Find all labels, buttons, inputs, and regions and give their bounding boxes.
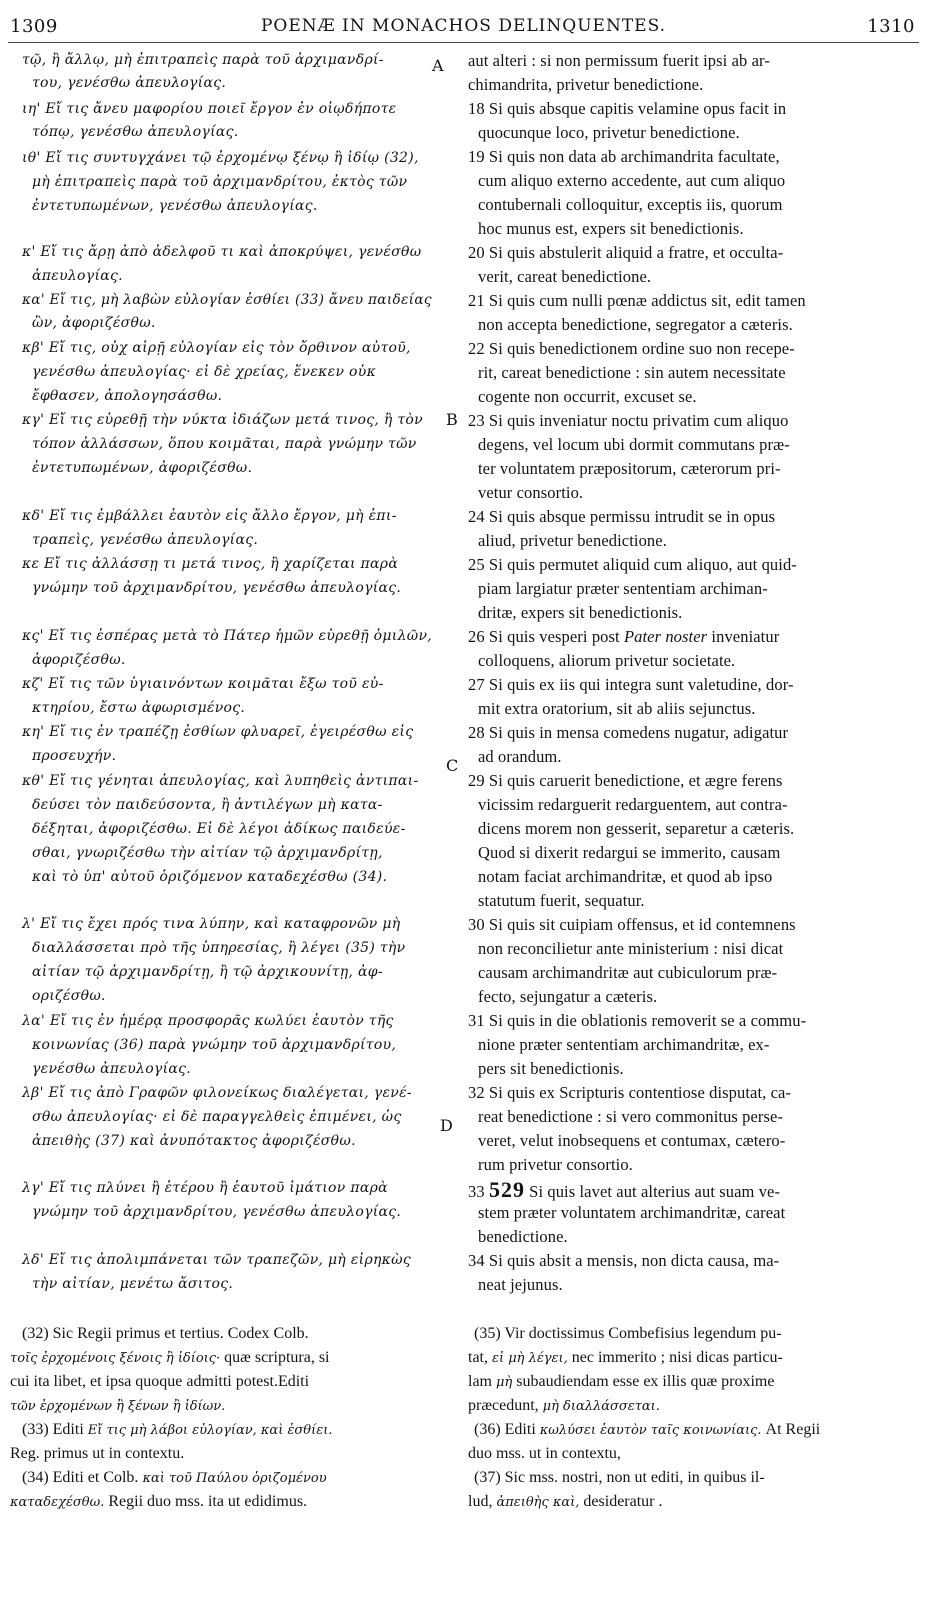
- latin-line: notam faciat archimandritæ, et quod ab ipso: [478, 867, 773, 886]
- latin-line: dicens morem non gesserit, separetur a cæteris.: [478, 819, 795, 838]
- page-number-right: 1310: [867, 16, 915, 37]
- greek-line: μὴ ἐπιτραπεὶς παρὰ τοῦ ἀρχιμανδρίτου, ἐκτὸς τῶν: [32, 174, 408, 190]
- greek-line: αἰτίαν τῷ ἀρχιμανδρίτῃ, ἢ τῷ ἀρχικουνίτῃ, ἀφ-: [32, 964, 383, 980]
- greek-line: τόπον ἀλλάσσων, ὅπου κοιμᾶται, παρὰ γνώμην τῶν: [32, 436, 417, 452]
- latin-line: Quod si dixerit redargui se immerito, causam: [478, 843, 781, 862]
- footnote-line: [22, 1421, 332, 1439]
- greek-line: τραπεὶς, γενέσθω ἀπευλογίας.: [32, 532, 259, 548]
- footnote-text: Regii duo mss. ita ut edidimus.: [108, 1493, 308, 1510]
- greek-line: ιθ' Εἴ τις συντυγχάνει τῷ ἐρχομένῳ ξένῳ ἢ ἰδίῳ (32),: [22, 150, 419, 166]
- latin-line: 21 Si quis cum nulli pœnæ addictus sit, edit tamen: [468, 291, 806, 310]
- latin-line: causam archimandritæ aut cubiculorum præ-: [478, 963, 778, 982]
- latin-line: neat jejunus.: [478, 1275, 563, 1294]
- latin-line: 28 Si quis in mensa comedens nugatur, adigatur: [468, 723, 789, 742]
- greek-line: κοινωνίας (36) παρὰ γνώμην τοῦ ἀρχιμανδρίτου,: [32, 1037, 397, 1053]
- latin-line: cogente non occurrit, excuset se.: [478, 387, 697, 406]
- greek-line: γενέσθω ἀπευλογίας· εἰ δὲ χρείας, ἕνεκεν οὐκ: [32, 364, 377, 380]
- greek-line: κ' Εἴ τις ἄρῃ ἀπὸ ἀδελφοῦ τι καὶ ἀποκρύψει, γενέσθω: [22, 244, 422, 260]
- greek-line: ἀπειθὴς (37) καὶ ἀνυπότακτος ἀφοριζέσθω.: [32, 1133, 356, 1149]
- footnote-line: (32) Sic Regii primus et tertius. Codex Colb.: [22, 1325, 309, 1342]
- footnote-line: [468, 1397, 660, 1415]
- latin-line: 20 Si quis abstulerit aliquid a fratre, et occulta-: [468, 243, 784, 262]
- margin-letter-b: B: [446, 410, 458, 429]
- footnote-line: [10, 1349, 330, 1367]
- footnote-line: [22, 1469, 327, 1487]
- latin-text: Si quis lavet aut alterius aut suam ve-: [529, 1182, 781, 1201]
- greek-line: καὶ τὸ ὑπ' αὐτοῦ ὁριζόμενον καταδεχέσθω (34).: [32, 869, 388, 885]
- footnote-text: nec immerito ; nisi dicas particu-: [571, 1349, 783, 1366]
- latin-line: cum aliquo externo accedente, aut cum aliquo: [478, 171, 786, 190]
- header-rule: [8, 42, 919, 43]
- latin-line: verit, careat benedictione.: [478, 267, 652, 286]
- footnote-greek: κωλύσει ἑαυτὸν ταῖς κοινωνίαις.: [539, 1423, 762, 1438]
- footnote-text: tat,: [468, 1349, 488, 1366]
- latin-line: 24 Si quis absque permissu intrudit se in opus: [468, 507, 776, 526]
- greek-line: κς' Εἴ τις ἑσπέρας μετὰ τὸ Πάτερ ἡμῶν εὑρεθῇ ὁμιλῶν,: [22, 628, 433, 644]
- latin-text: 26 Si quis vesperi post: [468, 627, 620, 646]
- greek-line: κτηρίου, ἔστω ἀφωρισμένος.: [32, 700, 246, 716]
- footnote-line: [474, 1421, 820, 1439]
- greek-line: λβ' Εἴ τις ἀπὸ Γραφῶν φιλονείκως διαλέγεται, γενέ-: [22, 1085, 412, 1101]
- footnote-text: subaudiendam esse ex illis quæ proxime: [516, 1373, 775, 1390]
- latin-line: piam largiatur præter sententiam archiman-: [478, 579, 768, 598]
- latin-line: 34 Si quis absit a mensis, non dicta causa, ma-: [468, 1251, 780, 1270]
- latin-line: [468, 627, 779, 647]
- footnote-greek: τῶν ἐρχομένων ἢ ξένων ἢ ἰδίων.: [10, 1399, 226, 1414]
- page-number-left: 1309: [10, 16, 58, 37]
- footnote-line: cui ita libet, et ipsa quoque admitti potest.Editi: [10, 1373, 310, 1390]
- greek-line: λγ' Εἴ τις πλύνει ἢ ἑτέρου ἢ ἑαυτοῦ ἱμάτιον παρὰ: [22, 1180, 388, 1196]
- greek-line: ἔφθασεν, ἀπολογησάσθω.: [32, 388, 223, 404]
- footnote-text: lud,: [468, 1493, 493, 1510]
- latin-line: vetur consortio.: [478, 483, 584, 502]
- latin-line: non reconcilietur ante ministerium : nisi dicat: [478, 939, 784, 958]
- greek-line: σθαι, γνωριζέσθω τὴν αἰτίαν τῷ ἀρχιμανδρίτῃ,: [32, 845, 383, 861]
- latin-line: dritæ, expers sit benedictionis.: [478, 603, 683, 622]
- latin-line: 27 Si quis ex iis qui integra sunt valetudine, dor-: [468, 675, 794, 694]
- footnote-greek: καταδεχέσθω.: [10, 1495, 105, 1510]
- latin-line: 31 Si quis in die oblationis removerit se a commu-: [468, 1011, 807, 1030]
- greek-line: λ' Εἴ τις ἔχει πρός τινα λύπην, καὶ καταφρονῶν μὴ: [22, 916, 401, 932]
- latin-line: nione præter sententiam archimandritæ, ex-: [478, 1035, 770, 1054]
- greek-line: κη' Εἴ τις ἐν τραπέζῃ ἐσθίων φλυαρεῖ, ἐγειρέσθω εἰς: [22, 724, 414, 740]
- footnote-line: [468, 1373, 774, 1391]
- greek-line: δέξηται, ἀφοριζέσθω. Εἰ δὲ λέγοι ἀδίκως παιδεύε-: [32, 821, 406, 837]
- latin-line: reat benedictione : si vero commonitus perse-: [478, 1107, 784, 1126]
- latin-line: ter voluntatem præpositorum, cæterorum pri-: [478, 459, 781, 478]
- margin-letter-d: D: [440, 1116, 453, 1135]
- latin-line: 29 Si quis caruerit benedictione, et ægre ferens: [468, 771, 783, 790]
- latin-text: inveniatur: [711, 627, 780, 646]
- latin-line: 23 Si quis inveniatur noctu privatim cum aliquo: [468, 411, 789, 430]
- footnote-greek: μὴ διαλλάσσεται.: [542, 1399, 660, 1414]
- latin-line: quocunque loco, privetur benedictione.: [478, 123, 740, 142]
- footnote-greek: μὴ: [496, 1375, 513, 1390]
- latin-line: chimandrita, privetur benedictione.: [468, 75, 704, 94]
- footnote-line: [468, 1349, 783, 1367]
- footnote-greek: εἰ μὴ λέγει,: [492, 1351, 568, 1366]
- latin-line: rit, careat benedictione : sin autem necessitate: [478, 363, 786, 382]
- footnote-greek: ἀπειθὴς καὶ,: [496, 1495, 580, 1510]
- footnote-line: Reg. primus ut in contextu.: [10, 1445, 185, 1462]
- latin-line: pers sit benedictionis.: [478, 1059, 624, 1078]
- footnote-line: (37) Sic mss. nostri, non ut editi, in quibus il-: [474, 1469, 765, 1486]
- latin-line: stem præter voluntatem archimandritæ, careat: [478, 1203, 786, 1222]
- footnote-text: (34) Editi et Colb.: [22, 1469, 139, 1486]
- latin-line: veret, velut inobsequens et contumax, cætero-: [478, 1131, 786, 1150]
- footnote-text: desideratur .: [583, 1493, 663, 1510]
- greek-line: οριζέσθω.: [32, 988, 106, 1004]
- greek-line: κδ' Εἴ τις ἐμβάλλει ἑαυτὸν εἰς ἄλλο ἔργον, μὴ ἐπι-: [22, 508, 397, 524]
- latin-line: aut alteri : si non permissum fuerit ipsi ab ar-: [468, 51, 770, 70]
- greek-line: τόπῳ, γενέσθω ἀπευλογίας.: [32, 124, 239, 140]
- greek-line: κε Εἴ τις ἀλλάσσῃ τι μετά τινος, ἢ χαρίζεται παρὰ: [22, 556, 399, 572]
- latin-line: fecto, sejungatur a cæteris.: [478, 987, 658, 1006]
- latin-line: non accepta benedictione, segregator a cæteris.: [478, 315, 793, 334]
- latin-line: ad orandum.: [478, 747, 562, 766]
- footnote-text: quæ scriptura, si: [224, 1349, 330, 1366]
- footnote-text: lam: [468, 1373, 492, 1390]
- greek-line: τὴν αἰτίαν, μενέτω ἄσιτος.: [32, 1276, 234, 1292]
- greek-line: κβ' Εἴ τις, οὐχ αἱρῇ εὐλογίαν εἰς τὸν ὄρθινον αὐτοῦ,: [22, 340, 411, 356]
- greek-line: λα' Εἴ τις ἐν ἡμέρᾳ προσφορᾶς κωλύει ἑαυτὸν τῆς: [22, 1013, 394, 1029]
- greek-line: ιη' Εἴ τις ἄνευ μαφορίου ποιεῖ ἔργον ἐν οἱῳδήποτε: [22, 101, 397, 117]
- greek-line: σθω ἀπευλογίας· εἰ δὲ παραγγελθεὶς ἐπιμένει, ὡς: [32, 1109, 402, 1125]
- column-number-marker: 529: [488, 1177, 525, 1202]
- latin-line: 30 Si quis sit cuipiam offensus, et id contemnens: [468, 915, 796, 934]
- greek-line: διαλλάσσεται πρὸ τῆς ὑπηρεσίας, ἢ λέγει (35) τὴν: [32, 940, 406, 956]
- greek-line: του, γενέσθω ἀπευλογίας.: [32, 75, 227, 91]
- latin-text: 33: [468, 1182, 485, 1201]
- latin-line: 19 Si quis non data ab archimandrita facultate,: [468, 147, 780, 166]
- running-title: POENÆ IN MONACHOS DELINQUENTES.: [260, 16, 667, 36]
- greek-line: γενέσθω ἀπευλογίας.: [32, 1061, 192, 1077]
- footnote-line: [10, 1397, 225, 1415]
- latin-line: rum privetur consortio.: [478, 1155, 633, 1174]
- latin-line: mit extra oratorium, sit ab aliis sejunctus.: [478, 699, 756, 718]
- latin-italic-text: Pater noster: [623, 627, 708, 646]
- latin-line: 22 Si quis benedictionem ordine suo non recepe-: [468, 339, 795, 358]
- margin-letter-c: C: [446, 756, 459, 775]
- greek-line: ἐντετυπωμένων, ἀφοριζέσθω.: [32, 460, 253, 476]
- greek-line: ἐντετυπωμένων, γενέσθω ἀπευλογίας.: [32, 198, 318, 214]
- greek-line: λδ' Εἴ τις ἀπολιμπάνεται τῶν τραπεζῶν, μὴ εἰρηκὼς: [22, 1252, 412, 1268]
- margin-letter-a: A: [432, 56, 444, 75]
- greek-line: κα' Εἴ τις, μὴ λαβὼν εὐλογίαν ἐσθίει (33) ἄνευ παιδείας: [22, 292, 432, 308]
- footnote-text: At Regii: [765, 1421, 821, 1438]
- latin-line: statutum fuerit, sequatur.: [478, 891, 645, 910]
- footnote-text: (33) Editi: [22, 1421, 84, 1438]
- footnote-text: (36) Editi: [474, 1421, 536, 1438]
- footnote-greek: καὶ τοῦ Παύλου ὁριζομένου: [142, 1471, 327, 1486]
- greek-line: κζ' Εἴ τις τῶν ὑγιαινόντων κοιμᾶται ἔξω τοῦ εὐ-: [22, 676, 384, 692]
- latin-line: 25 Si quis permutet aliquid cum aliquo, aut quid-: [468, 555, 797, 574]
- footnote-text: præcedunt,: [468, 1397, 539, 1414]
- latin-line: 32 Si quis ex Scripturis contentiose disputat, ca-: [468, 1083, 792, 1102]
- greek-line: τῷ, ἢ ἄλλῳ, μὴ ἐπιτραπεὶς παρὰ τοῦ ἀρχιμανδρί-: [22, 52, 384, 68]
- footnote-line: (35) Vir doctissimus Combefisius legendum pu-: [474, 1325, 782, 1342]
- greek-line: δεύσει τὸν παιδεύσοντα, ἢ ἀντιλέγων μὴ κατα-: [32, 797, 383, 813]
- latin-line: benedictione.: [478, 1227, 568, 1246]
- greek-line: κγ' Εἴ τις εὑρεθῇ τὴν νύκτα ἰδιάζων μετά τινος, ἢ τὸν: [22, 412, 423, 428]
- greek-line: προσευχήν.: [32, 748, 117, 764]
- footnote-line: [10, 1493, 307, 1511]
- latin-line: [468, 1177, 780, 1203]
- footnote-greek: τοῖς ἐρχομένοις ξένοις ἢ ἰδίοις·: [10, 1351, 221, 1366]
- latin-line: vicissim redarguerit redarguentem, aut contra-: [478, 795, 788, 814]
- latin-line: contubernali colloquitur, exceptis iis, quorum: [478, 195, 783, 214]
- latin-line: 18 Si quis absque capitis velamine opus facit in: [468, 99, 787, 118]
- greek-line: γνώμην τοῦ ἀρχιμανδρίτου, γενέσθω ἀπευλογίας.: [32, 580, 402, 596]
- latin-line: hoc munus est, expers sit benedictionis.: [478, 219, 744, 238]
- latin-line: degens, vel locum ubi dormit commutans præ-: [478, 435, 790, 454]
- greek-line: ἀπευλογίας.: [32, 268, 123, 284]
- greek-line: ἀφοριζέσθω.: [32, 652, 126, 668]
- latin-line: colloquens, aliorum privetur societate.: [478, 651, 736, 670]
- greek-line: ὢν, ἀφοριζέσθω.: [32, 315, 156, 331]
- footnote-greek: Εἴ τις μὴ λάβοι εὐλογίαν, καὶ ἐσθίει.: [87, 1423, 333, 1438]
- greek-line: γνώμην τοῦ ἀρχιμανδρίτου, γενέσθω ἀπευλογίας.: [32, 1204, 402, 1220]
- greek-line: κθ' Εἴ τις γένηται ἀπευλογίας, καὶ λυπηθεὶς ἀντιπαι-: [22, 773, 419, 789]
- footnote-line: [468, 1493, 663, 1511]
- footnote-line: duo mss. ut in contextu,: [468, 1445, 621, 1462]
- latin-line: aliud, privetur benedictione.: [478, 531, 667, 550]
